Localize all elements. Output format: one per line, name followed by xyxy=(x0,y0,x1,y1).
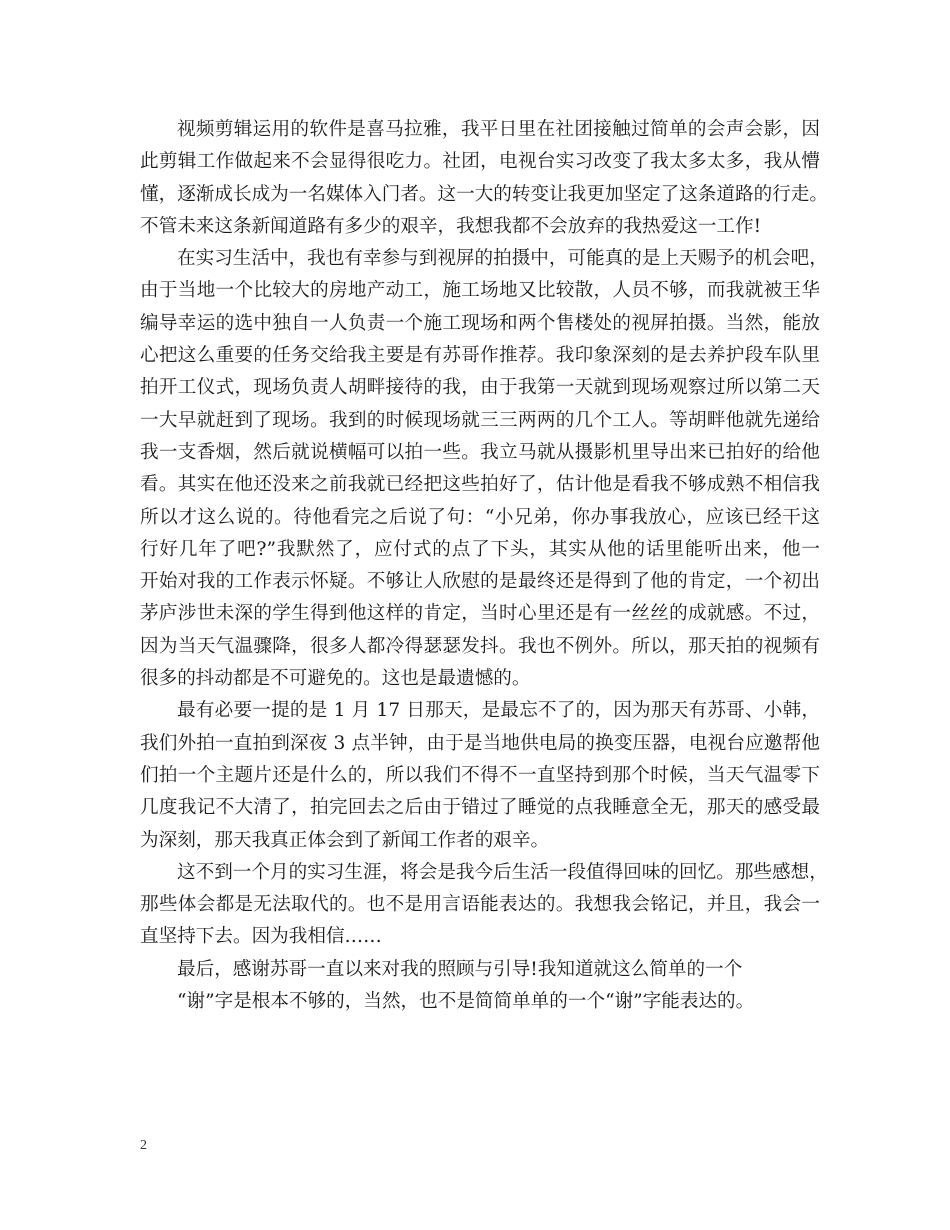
paragraph-line: 最后，感谢苏哥一直以来对我的照顾与引导!我知道就这么简单的一个 xyxy=(177,958,743,980)
paragraph-line: 视频剪辑运用的软件是喜马拉雅，我平日里在社团接触过简单的会声会影，因 xyxy=(177,119,820,140)
paragraph-line: 心把这么重要的任务交给我主要是有苏哥作推荐。我印象深刻的是去养护段车队里 xyxy=(140,345,820,367)
paragraph-line: 一大早就赶到了现场。我到的时候现场就三三两两的几个工人。等胡畔他就先递给 xyxy=(140,409,820,431)
paragraph-line: 这不到一个月的实习生涯，将会是我今后生活一段值得回味的回忆。那些感想， xyxy=(177,861,828,883)
document-body xyxy=(140,114,828,1018)
paragraph-line: 由于当地一个比较大的房地产动工，施工场地又比较散，人员不够，而我就被王华 xyxy=(140,280,820,302)
paragraph-1 xyxy=(140,114,828,243)
paragraph-line: 直坚持下去。因为我相信…… xyxy=(140,926,382,948)
paragraph-4 xyxy=(140,857,828,954)
page-number: 2 xyxy=(140,1138,147,1153)
paragraph-line: 懂，逐渐成长成为一名媒体入门者。这一大的转变让我更加坚定了这条道路的行走。 xyxy=(140,183,828,205)
paragraph-line: 拍开工仪式，现场负责人胡畔接待的我，由于我第一天就到现场观察过所以第二天 xyxy=(140,377,820,399)
paragraph-line: 我们外拍一直拍到深夜 3 点半钟，由于是当地供电局的换变压器，电视台应邀帮他 xyxy=(140,732,820,754)
paragraph-line: 所以才这么说的。待他看完之后说了句：“小兄弟，你办事我放心，应该已经干这 xyxy=(140,506,820,528)
paragraph-line: 最有必要一提的是 1 月 17 日那天，是最忘不了的，因为那天有苏哥、小韩， xyxy=(177,700,820,722)
paragraph-line: 茅庐涉世未深的学生得到他这样的肯定，当时心里还是有一丝丝的成就感。不过， xyxy=(140,603,820,625)
paragraph-line: 在实习生活中，我也有幸参与到视屏的拍摄中，可能真的是上天赐予的机会吧， xyxy=(177,248,828,270)
paragraph-line: 行好几年了吧?”我默然了，应付式的点了下头，其实从他的话里能听出来，他一 xyxy=(140,538,820,560)
paragraph-line: 开始对我的工作表示怀疑。不够让人欣慰的是最终还是得到了他的肯定，一个初出 xyxy=(140,571,820,593)
paragraph-line: 几度我记不大清了，拍完回去之后由于错过了睡觉的点我睡意全无，那天的感受最 xyxy=(140,797,820,819)
paragraph-line: 看。其实在他还没来之前我就已经把这些拍好了，估计他是看我不够成熟不相信我 xyxy=(140,474,820,496)
paragraph-line: 为深刻，那天我真正体会到了新闻工作者的艰辛。 xyxy=(140,829,550,851)
paragraph-line: 们拍一个主题片还是什么的，所以我们不得不一直坚持到那个时候，当天气温零下 xyxy=(140,764,820,786)
paragraph-line: 编导幸运的选中独自一人负责一个施工现场和两个售楼处的视屏拍摄。当然，能放 xyxy=(140,312,820,334)
paragraph-line: 不管未来这条新闻道路有多少的艰辛，我想我都不会放弃的我热爱这一工作! xyxy=(140,215,762,237)
paragraph-line: 因为当天气温骤降，很多人都冷得瑟瑟发抖。我也不例外。所以，那天拍的视频有 xyxy=(140,635,820,657)
paragraph-5 xyxy=(140,954,820,1019)
paragraph-3 xyxy=(140,695,820,856)
paragraph-line: 我一支香烟，然后就说横幅可以拍一些。我立马就从摄影机里导出来已拍好的给他 xyxy=(140,441,820,463)
paragraph-line: 那些体会都是无法取代的。也不是用言语能表达的。我想我会铭记，并且，我会一 xyxy=(140,894,820,916)
paragraph-line: 很多的抖动都是不可避免的。这也是最遗憾的。 xyxy=(140,668,531,690)
paragraph-line: 此剪辑工作做起来不会显得很吃力。社团，电视台实习改变了我太多太多，我从懵 xyxy=(140,151,820,173)
paragraph-2 xyxy=(140,243,828,695)
paragraph-line: “谢”字是根本不够的，当然，也不是简简单单的一个“谢”字能表达的。 xyxy=(177,991,755,1013)
